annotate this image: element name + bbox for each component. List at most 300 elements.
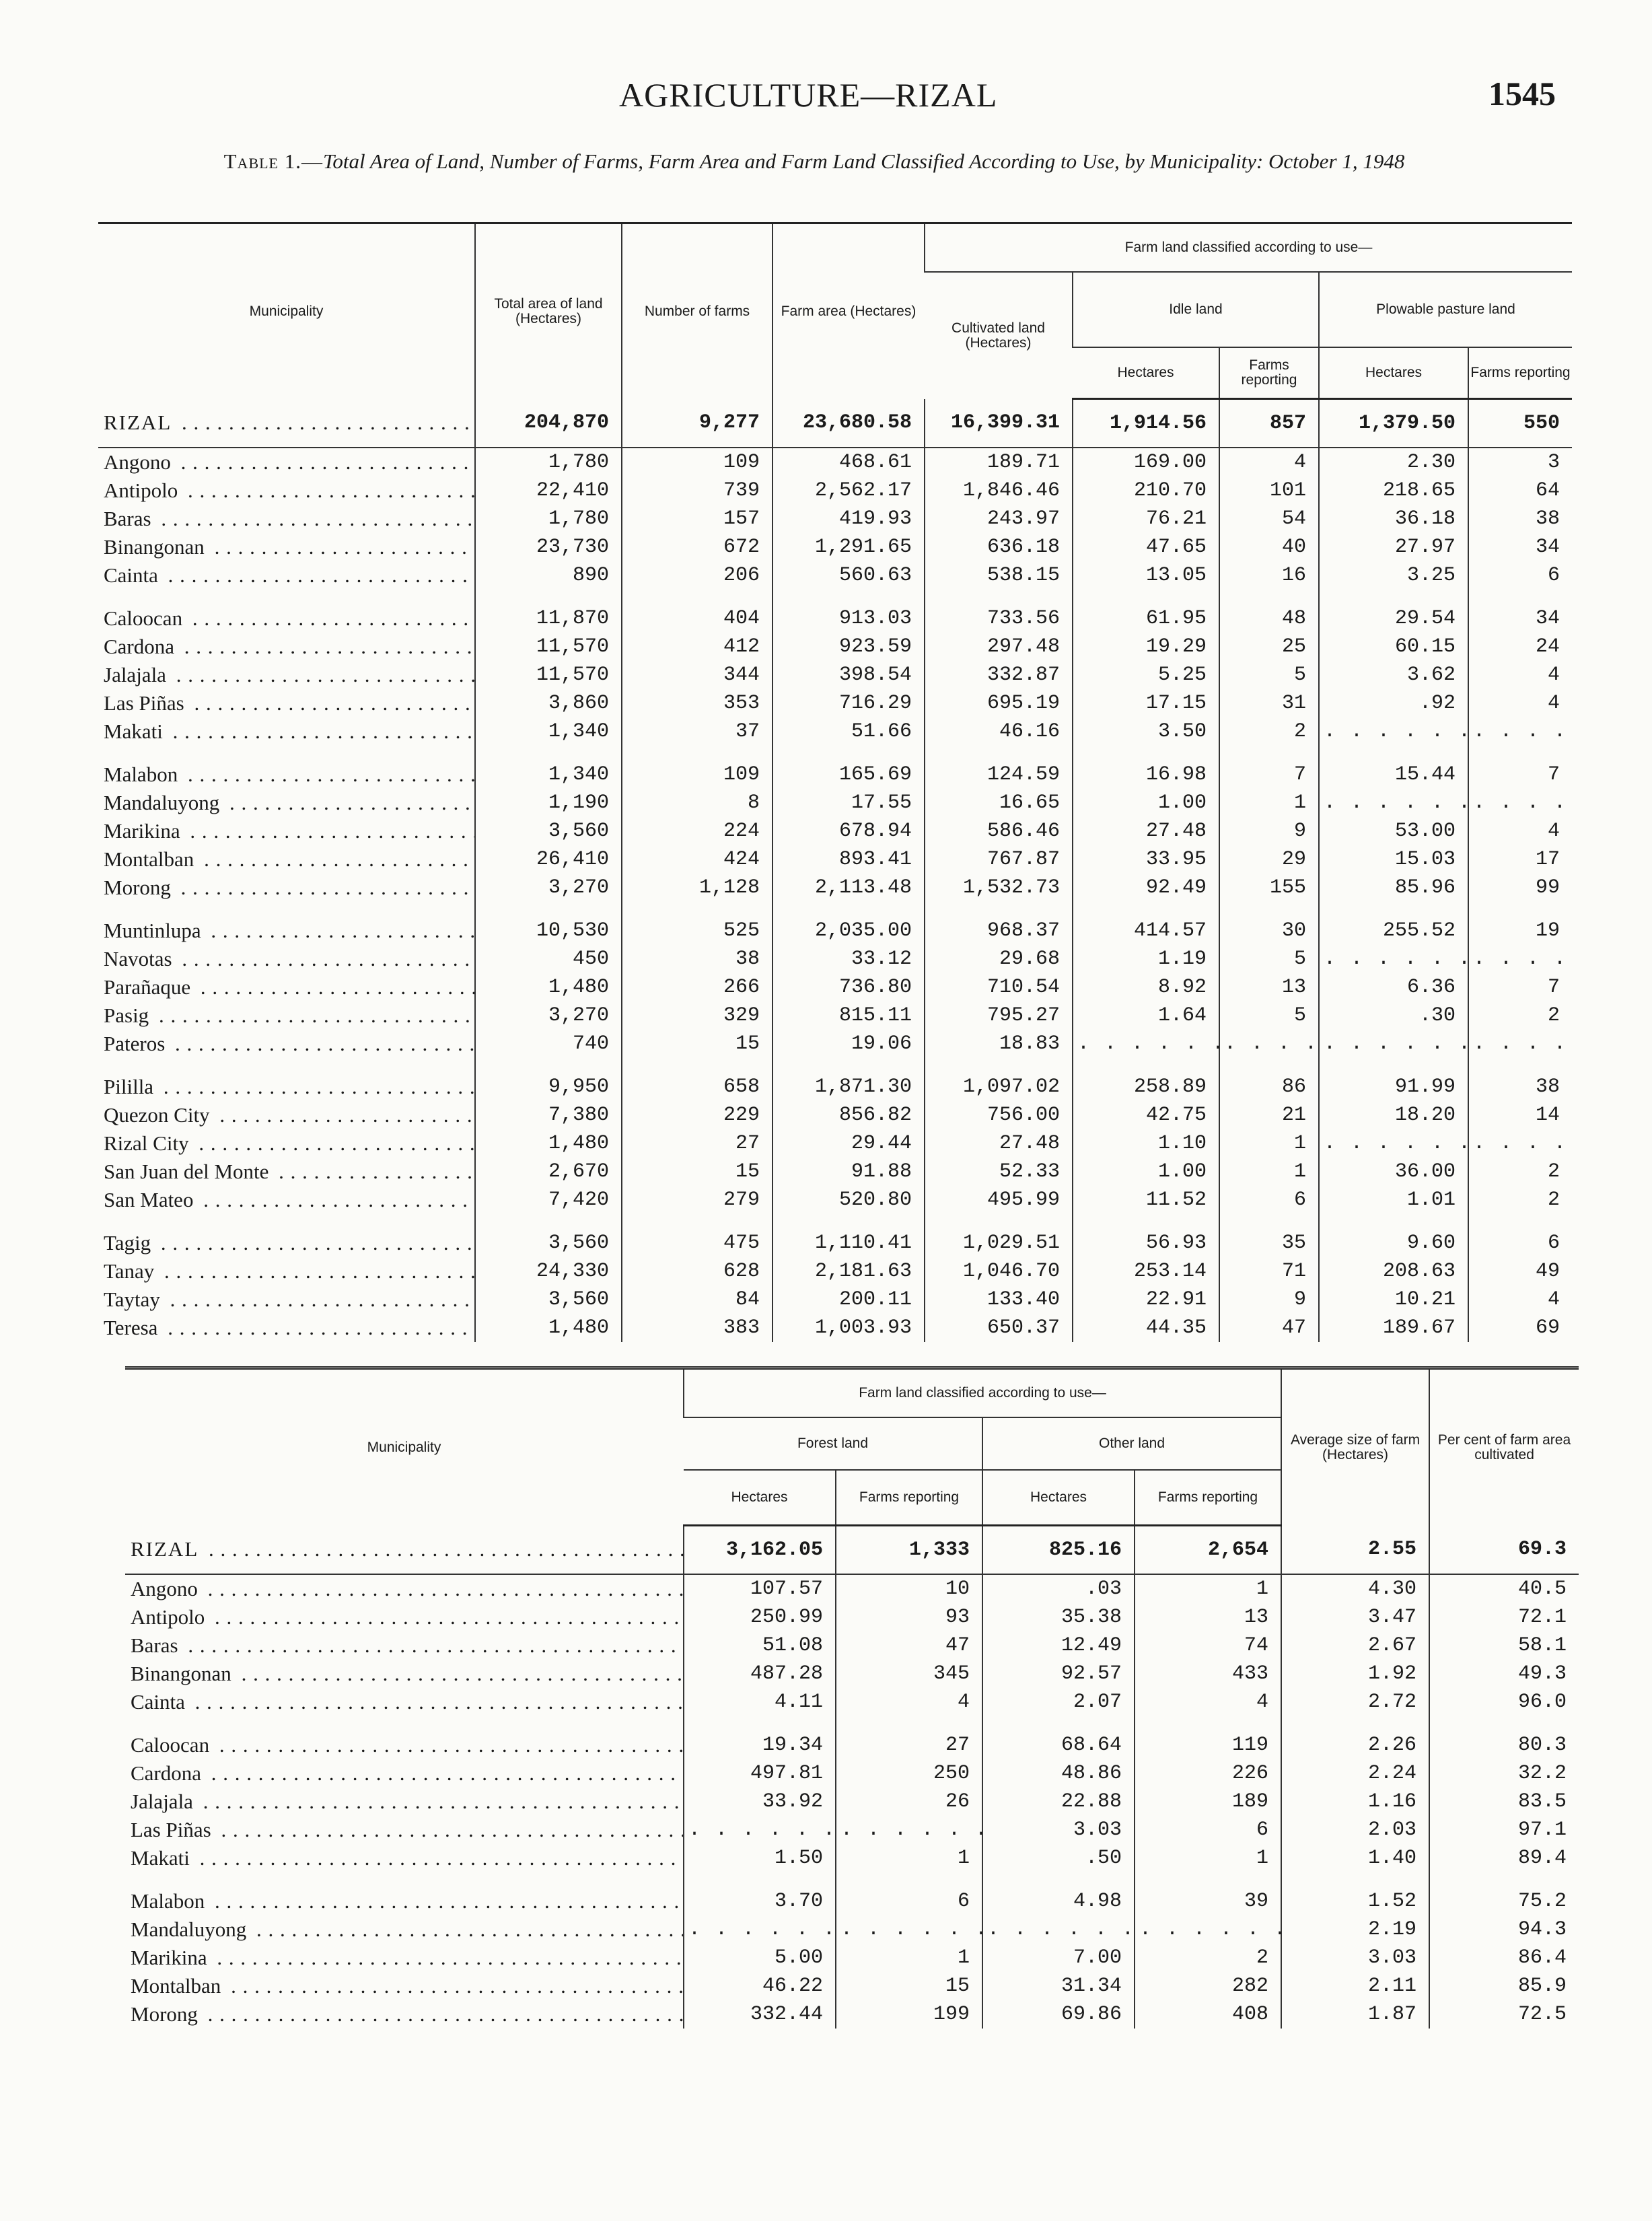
municipality-leader	[104, 1073, 474, 1101]
data-cell: 279	[622, 1186, 773, 1214]
municipality-label: Morong	[131, 2002, 202, 2026]
data-cell: 497.81	[684, 1759, 836, 1788]
data-cell: 282	[1135, 1972, 1281, 2000]
data-cell: 33.92	[684, 1788, 836, 1816]
header-idle-hectares: Hectares	[1073, 347, 1219, 399]
data-cell: 893.41	[773, 845, 925, 874]
data-cell: 1	[836, 1844, 982, 1872]
data-cell: 5	[1219, 945, 1319, 973]
data-cell: 92.57	[982, 1660, 1135, 1688]
data-cell: 22.88	[982, 1788, 1135, 1816]
data-cell: 109	[622, 746, 773, 789]
data-cell: 4.98	[982, 1872, 1135, 1915]
data-cell: 5	[1219, 1001, 1319, 1030]
data-cell: 27	[622, 1129, 773, 1158]
data-cell: 19	[1468, 902, 1572, 945]
data-cell: 7,420	[475, 1186, 622, 1214]
table-row	[98, 945, 1572, 973]
data-cell: 69.86	[982, 2000, 1135, 2029]
municipality-leader	[104, 1129, 474, 1158]
municipality-label: RIZAL	[131, 1537, 203, 1561]
municipality-leader	[131, 1816, 683, 1844]
data-cell: 84	[622, 1285, 773, 1314]
data-cell: 24	[1468, 633, 1572, 661]
municipality-leader	[104, 945, 474, 973]
data-cell: 76.21	[1073, 505, 1219, 533]
data-cell: 586.46	[925, 817, 1073, 845]
data-cell: 34	[1468, 533, 1572, 561]
data-cell	[1319, 789, 1468, 817]
table-row	[98, 1001, 1572, 1030]
data-cell: 250.99	[684, 1603, 836, 1631]
municipality-name	[98, 477, 475, 505]
data-cell: 7	[1468, 973, 1572, 1001]
data-cell: 10,530	[475, 902, 622, 945]
data-cell: 419.93	[773, 505, 925, 533]
table-row	[98, 789, 1572, 817]
municipality-name	[125, 1816, 684, 1844]
municipality-label: Mandaluyong	[104, 791, 223, 814]
data-cell: 1	[836, 1944, 982, 1972]
data-cell: 19.06	[773, 1030, 925, 1058]
data-cell: 2,181.63	[773, 1257, 925, 1285]
data-cell: 1.01	[1319, 1186, 1468, 1214]
data-cell: 3,162.05	[684, 1526, 836, 1575]
data-cell: 825.16	[982, 1526, 1135, 1575]
data-cell: 525	[622, 902, 773, 945]
data-cell: 1,333	[836, 1526, 982, 1575]
data-cell: 2.26	[1281, 1716, 1429, 1759]
municipality-label: Binangonan	[131, 1662, 236, 1685]
table-row	[98, 1158, 1572, 1186]
municipality-leader	[104, 661, 474, 689]
data-cell: 15	[836, 1972, 982, 2000]
data-cell: 258.89	[1073, 1058, 1219, 1101]
municipality-leader	[104, 1314, 474, 1342]
municipality-name	[98, 1101, 475, 1129]
table-row	[125, 1574, 1579, 1603]
municipality-leader	[104, 399, 474, 446]
table-row	[98, 717, 1572, 746]
data-cell: .50	[982, 1844, 1135, 1872]
municipality-name	[98, 973, 475, 1001]
table-row	[98, 746, 1572, 789]
data-cell: 85.96	[1319, 874, 1468, 902]
data-cell: 38	[622, 945, 773, 973]
data-cell: 13	[1219, 973, 1319, 1001]
data-cell: 11,870	[475, 590, 622, 633]
data-cell: 332.87	[925, 661, 1073, 689]
municipality-leader	[131, 1660, 683, 1688]
data-cell: 1,871.30	[773, 1058, 925, 1101]
data-cell: 93	[836, 1603, 982, 1631]
table-row	[98, 1257, 1572, 1285]
data-cell: 650.37	[925, 1314, 1073, 1342]
data-cell: 3,560	[475, 1285, 622, 1314]
data-cell: 48	[1219, 590, 1319, 633]
header-idle-farms-reporting: Farms reporting	[1219, 347, 1319, 399]
municipality-name	[125, 1603, 684, 1631]
data-cell: .03	[982, 1574, 1135, 1603]
data-cell: 27.97	[1319, 533, 1468, 561]
municipality-label: Parañaque	[104, 975, 194, 999]
data-cell: 297.48	[925, 633, 1073, 661]
data-cell: 52.33	[925, 1158, 1073, 1186]
data-cell: 14	[1468, 1101, 1572, 1129]
data-cell: 716.29	[773, 689, 925, 717]
data-cell: 3,860	[475, 689, 622, 717]
municipality-leader	[131, 1972, 683, 2000]
data-cell: 13.05	[1073, 561, 1219, 590]
data-cell: 17	[1468, 845, 1572, 874]
municipality-name	[125, 1915, 684, 1944]
municipality-label: Antipolo	[104, 479, 182, 502]
municipality-label: Taytay	[104, 1288, 164, 1311]
total-row	[125, 1526, 1579, 1575]
data-cell: 91.88	[773, 1158, 925, 1186]
municipality-leader	[131, 1944, 683, 1972]
municipality-name	[98, 1186, 475, 1214]
municipality-label: Marikina	[104, 819, 184, 843]
table-row	[98, 448, 1572, 477]
t2-header-average-size: Average size of farm (Hectares)	[1281, 1368, 1429, 1526]
data-cell: 6	[1468, 1214, 1572, 1257]
municipality-label: Cardona	[131, 1761, 205, 1785]
data-cell: 3.62	[1319, 661, 1468, 689]
data-cell: 39	[1135, 1872, 1281, 1915]
data-cell: 739	[622, 477, 773, 505]
data-cell: 968.37	[925, 902, 1073, 945]
data-cell: 94.3	[1429, 1915, 1579, 1944]
table-row	[125, 1660, 1579, 1688]
municipality-leader	[104, 717, 474, 746]
table-row	[125, 1603, 1579, 1631]
municipality-leader	[131, 1759, 683, 1788]
data-cell: 46.22	[684, 1972, 836, 2000]
municipality-label: Cardona	[104, 635, 178, 658]
data-cell: 383	[622, 1314, 773, 1342]
data-cell: 85.9	[1429, 1972, 1579, 2000]
data-cell: 6	[1468, 561, 1572, 590]
data-cell: 2.72	[1281, 1688, 1429, 1716]
data-cell: 29.68	[925, 945, 1073, 973]
data-cell: 7.00	[982, 1944, 1135, 1972]
table-row	[98, 1101, 1572, 1129]
data-cell: 344	[622, 661, 773, 689]
data-cell: 189.67	[1319, 1314, 1468, 1342]
data-cell: 404	[622, 590, 773, 633]
municipality-label: RIZAL	[104, 411, 176, 434]
municipality-leader	[131, 1631, 683, 1660]
table-row	[98, 689, 1572, 717]
data-cell: 1,003.93	[773, 1314, 925, 1342]
municipality-name	[98, 1001, 475, 1030]
data-cell: 92.49	[1073, 874, 1219, 902]
data-cell: 2,113.48	[773, 874, 925, 902]
data-cell	[836, 1816, 982, 1844]
data-cell: 29.54	[1319, 590, 1468, 633]
data-cell: 408	[1135, 2000, 1281, 2029]
municipality-leader	[104, 561, 474, 590]
data-cell	[1073, 1030, 1219, 1058]
data-cell: 155	[1219, 874, 1319, 902]
municipality-label: Tanay	[104, 1259, 158, 1283]
data-cell: .30	[1319, 1001, 1468, 1030]
data-cell: 733.56	[925, 590, 1073, 633]
t2-header-forest-hectares: Hectares	[684, 1470, 836, 1526]
data-cell: 4	[1468, 689, 1572, 717]
data-cell: 923.59	[773, 633, 925, 661]
data-cell: 2	[1135, 1944, 1281, 1972]
municipality-leader	[104, 1257, 474, 1285]
data-cell: 3,270	[475, 1001, 622, 1030]
municipality-leader	[131, 1844, 683, 1872]
data-cell: 736.80	[773, 973, 925, 1001]
municipality-label: Baras	[131, 1633, 182, 1657]
data-cell: .92	[1319, 689, 1468, 717]
data-cell: 60.15	[1319, 633, 1468, 661]
municipality-leader	[104, 1030, 474, 1058]
table-row	[98, 533, 1572, 561]
data-cell	[684, 1816, 836, 1844]
data-cell: 23,730	[475, 533, 622, 561]
data-cell: 16.65	[925, 789, 1073, 817]
municipality-label: Pateros	[104, 1032, 169, 1055]
data-cell: 58.1	[1429, 1631, 1579, 1660]
table-caption-text: Total Area of Land, Number of Farms, Farm Area and Farm Land Classified According to Use, by Municipality: October 1, 1948	[323, 149, 1405, 173]
data-cell: 42.75	[1073, 1101, 1219, 1129]
table-row	[98, 590, 1572, 633]
data-cell: 165.69	[773, 746, 925, 789]
municipality-name	[98, 561, 475, 590]
municipality-leader	[131, 1575, 683, 1603]
municipality-name	[98, 590, 475, 633]
data-cell: 224	[622, 817, 773, 845]
header-cultivated-land: Cultivated land (Hectares)	[951, 320, 1045, 351]
table-row	[98, 661, 1572, 689]
farm-area-table-body	[98, 399, 1572, 1343]
table-row	[98, 902, 1572, 945]
data-cell: 11,570	[475, 633, 622, 661]
table-row	[98, 1186, 1572, 1214]
data-cell: 8	[622, 789, 773, 817]
data-cell: 27.48	[1073, 817, 1219, 845]
data-cell	[1468, 717, 1572, 746]
data-cell: 1.16	[1281, 1788, 1429, 1816]
data-cell	[1219, 1030, 1319, 1058]
header-pasture-hectares: Hectares	[1319, 347, 1468, 399]
data-cell: 3.25	[1319, 561, 1468, 590]
municipality-label: San Juan del Monte	[104, 1160, 273, 1183]
municipality-name	[98, 945, 475, 973]
data-cell: 2,670	[475, 1158, 622, 1186]
municipality-label: Baras	[104, 507, 155, 530]
data-cell: 89.4	[1429, 1844, 1579, 1872]
header-pasture-farms-reporting: Farms reporting	[1468, 347, 1572, 399]
data-cell: 9,950	[475, 1058, 622, 1101]
data-cell: 2.24	[1281, 1759, 1429, 1788]
municipality-label: Jalajala	[104, 663, 170, 686]
data-cell: 475	[622, 1214, 773, 1257]
data-cell: 1.92	[1281, 1660, 1429, 1688]
municipality-label: Marikina	[131, 1946, 211, 1969]
data-cell: 767.87	[925, 845, 1073, 874]
table-row	[98, 817, 1572, 845]
municipality-label: Cainta	[131, 1690, 189, 1714]
municipality-leader	[131, 1603, 683, 1631]
data-cell: 550	[1468, 399, 1572, 448]
data-cell: 2.67	[1281, 1631, 1429, 1660]
data-cell: 658	[622, 1058, 773, 1101]
municipality-name	[125, 2000, 684, 2029]
municipality-leader	[104, 1001, 474, 1030]
data-cell: 72.5	[1429, 2000, 1579, 2029]
data-cell	[1468, 789, 1572, 817]
data-cell: 21	[1219, 1101, 1319, 1129]
data-cell: 29	[1219, 845, 1319, 874]
municipality-label: Montalban	[131, 1974, 225, 1998]
total-row	[98, 399, 1572, 448]
data-cell: 12.49	[982, 1631, 1135, 1660]
data-cell: 169.00	[1073, 448, 1219, 477]
data-cell: 51.66	[773, 717, 925, 746]
data-cell: 243.97	[925, 505, 1073, 533]
data-cell: 10.21	[1319, 1285, 1468, 1314]
municipality-leader	[104, 505, 474, 533]
data-cell: 72.1	[1429, 1603, 1579, 1631]
municipality-label: Pililla	[104, 1075, 157, 1098]
data-cell: 80.3	[1429, 1716, 1579, 1759]
table-row	[125, 1816, 1579, 1844]
data-cell: 3.70	[684, 1872, 836, 1915]
t2-header-other-land: Other land	[982, 1417, 1281, 1470]
data-cell: 99	[1468, 874, 1572, 902]
municipality-label: Rizal City	[104, 1131, 193, 1155]
municipality-label: Angono	[104, 450, 175, 474]
data-cell: 255.52	[1319, 902, 1468, 945]
table-row	[125, 1716, 1579, 1759]
municipality-name	[125, 1688, 684, 1716]
municipality-label: San Mateo	[104, 1188, 197, 1211]
data-cell: 210.70	[1073, 477, 1219, 505]
data-cell: 133.40	[925, 1285, 1073, 1314]
municipality-leader	[131, 2000, 683, 2029]
municipality-name	[98, 717, 475, 746]
data-cell: 1,029.51	[925, 1214, 1073, 1257]
data-cell: 856.82	[773, 1101, 925, 1129]
data-cell: 49.3	[1429, 1660, 1579, 1688]
data-cell: 9	[1219, 817, 1319, 845]
data-cell: 636.18	[925, 533, 1073, 561]
data-cell: 2.19	[1281, 1915, 1429, 1944]
data-cell: 69	[1468, 1314, 1572, 1342]
data-cell: 560.63	[773, 561, 925, 590]
data-cell: 33.12	[773, 945, 925, 973]
data-cell: 3,560	[475, 1214, 622, 1257]
data-cell: 398.54	[773, 661, 925, 689]
data-cell: 1.00	[1073, 789, 1219, 817]
data-cell: 48.86	[982, 1759, 1135, 1788]
data-cell: 2,562.17	[773, 477, 925, 505]
data-cell: 15.03	[1319, 845, 1468, 874]
data-cell: 56.93	[1073, 1214, 1219, 1257]
municipality-name	[98, 845, 475, 874]
municipality-name	[98, 1158, 475, 1186]
data-cell: 2,035.00	[773, 902, 925, 945]
data-cell: 1,780	[475, 448, 622, 477]
data-cell: 53.00	[1319, 817, 1468, 845]
municipality-leader	[104, 1229, 474, 1257]
data-cell: 46.16	[925, 717, 1073, 746]
data-cell: 33.95	[1073, 845, 1219, 874]
municipality-leader	[104, 917, 474, 945]
data-cell: 2,654	[1135, 1526, 1281, 1575]
data-cell: 18.20	[1319, 1101, 1468, 1129]
data-cell: 468.61	[773, 448, 925, 477]
data-cell: 38	[1468, 1058, 1572, 1101]
data-cell: 487.28	[684, 1660, 836, 1688]
data-cell: 36.18	[1319, 505, 1468, 533]
data-cell: 740	[475, 1030, 622, 1058]
data-cell: 91.99	[1319, 1058, 1468, 1101]
data-cell: 5.25	[1073, 661, 1219, 689]
data-cell: 414.57	[1073, 902, 1219, 945]
data-cell	[982, 1915, 1135, 1944]
table-row	[98, 1214, 1572, 1257]
data-cell: 22.91	[1073, 1285, 1219, 1314]
table-caption-lead: Table 1.—	[223, 149, 323, 173]
data-cell: 1	[1135, 1574, 1281, 1603]
data-cell: 4.30	[1281, 1574, 1429, 1603]
municipality-leader	[104, 845, 474, 874]
header-municipality: Municipality	[249, 303, 324, 319]
municipality-name	[125, 1972, 684, 2000]
municipality-label: Makati	[131, 1846, 194, 1870]
data-cell: 1.64	[1073, 1001, 1219, 1030]
data-cell: 3,560	[475, 817, 622, 845]
data-cell: 253.14	[1073, 1257, 1219, 1285]
table-row	[125, 1844, 1579, 1872]
data-cell	[1319, 717, 1468, 746]
municipality-name	[98, 399, 475, 448]
data-cell: 3.50	[1073, 717, 1219, 746]
data-cell: 450	[475, 945, 622, 973]
t2-header-farm-land-group: Farm land classified according to use—	[684, 1368, 1281, 1418]
table-row	[98, 1285, 1572, 1314]
data-cell	[1319, 1030, 1468, 1058]
data-cell: 3	[1468, 448, 1572, 477]
data-cell: 1,128	[622, 874, 773, 902]
table-row	[98, 505, 1572, 533]
municipality-leader	[104, 448, 474, 477]
data-cell: 204,870	[475, 399, 622, 448]
municipality-leader	[131, 1731, 683, 1759]
municipality-label: Malabon	[104, 763, 182, 786]
data-cell: 22,410	[475, 477, 622, 505]
data-cell: 3.03	[982, 1816, 1135, 1844]
municipality-name	[98, 1030, 475, 1058]
municipality-label: Binangonan	[104, 535, 209, 559]
table-row	[125, 1944, 1579, 1972]
municipality-leader	[104, 1186, 474, 1214]
municipality-name	[98, 1314, 475, 1342]
municipality-leader	[104, 689, 474, 717]
data-cell	[1468, 1129, 1572, 1158]
data-cell: 250	[836, 1759, 982, 1788]
data-cell: 756.00	[925, 1101, 1073, 1129]
data-cell: 1,532.73	[925, 874, 1073, 902]
data-cell: 97.1	[1429, 1816, 1579, 1844]
